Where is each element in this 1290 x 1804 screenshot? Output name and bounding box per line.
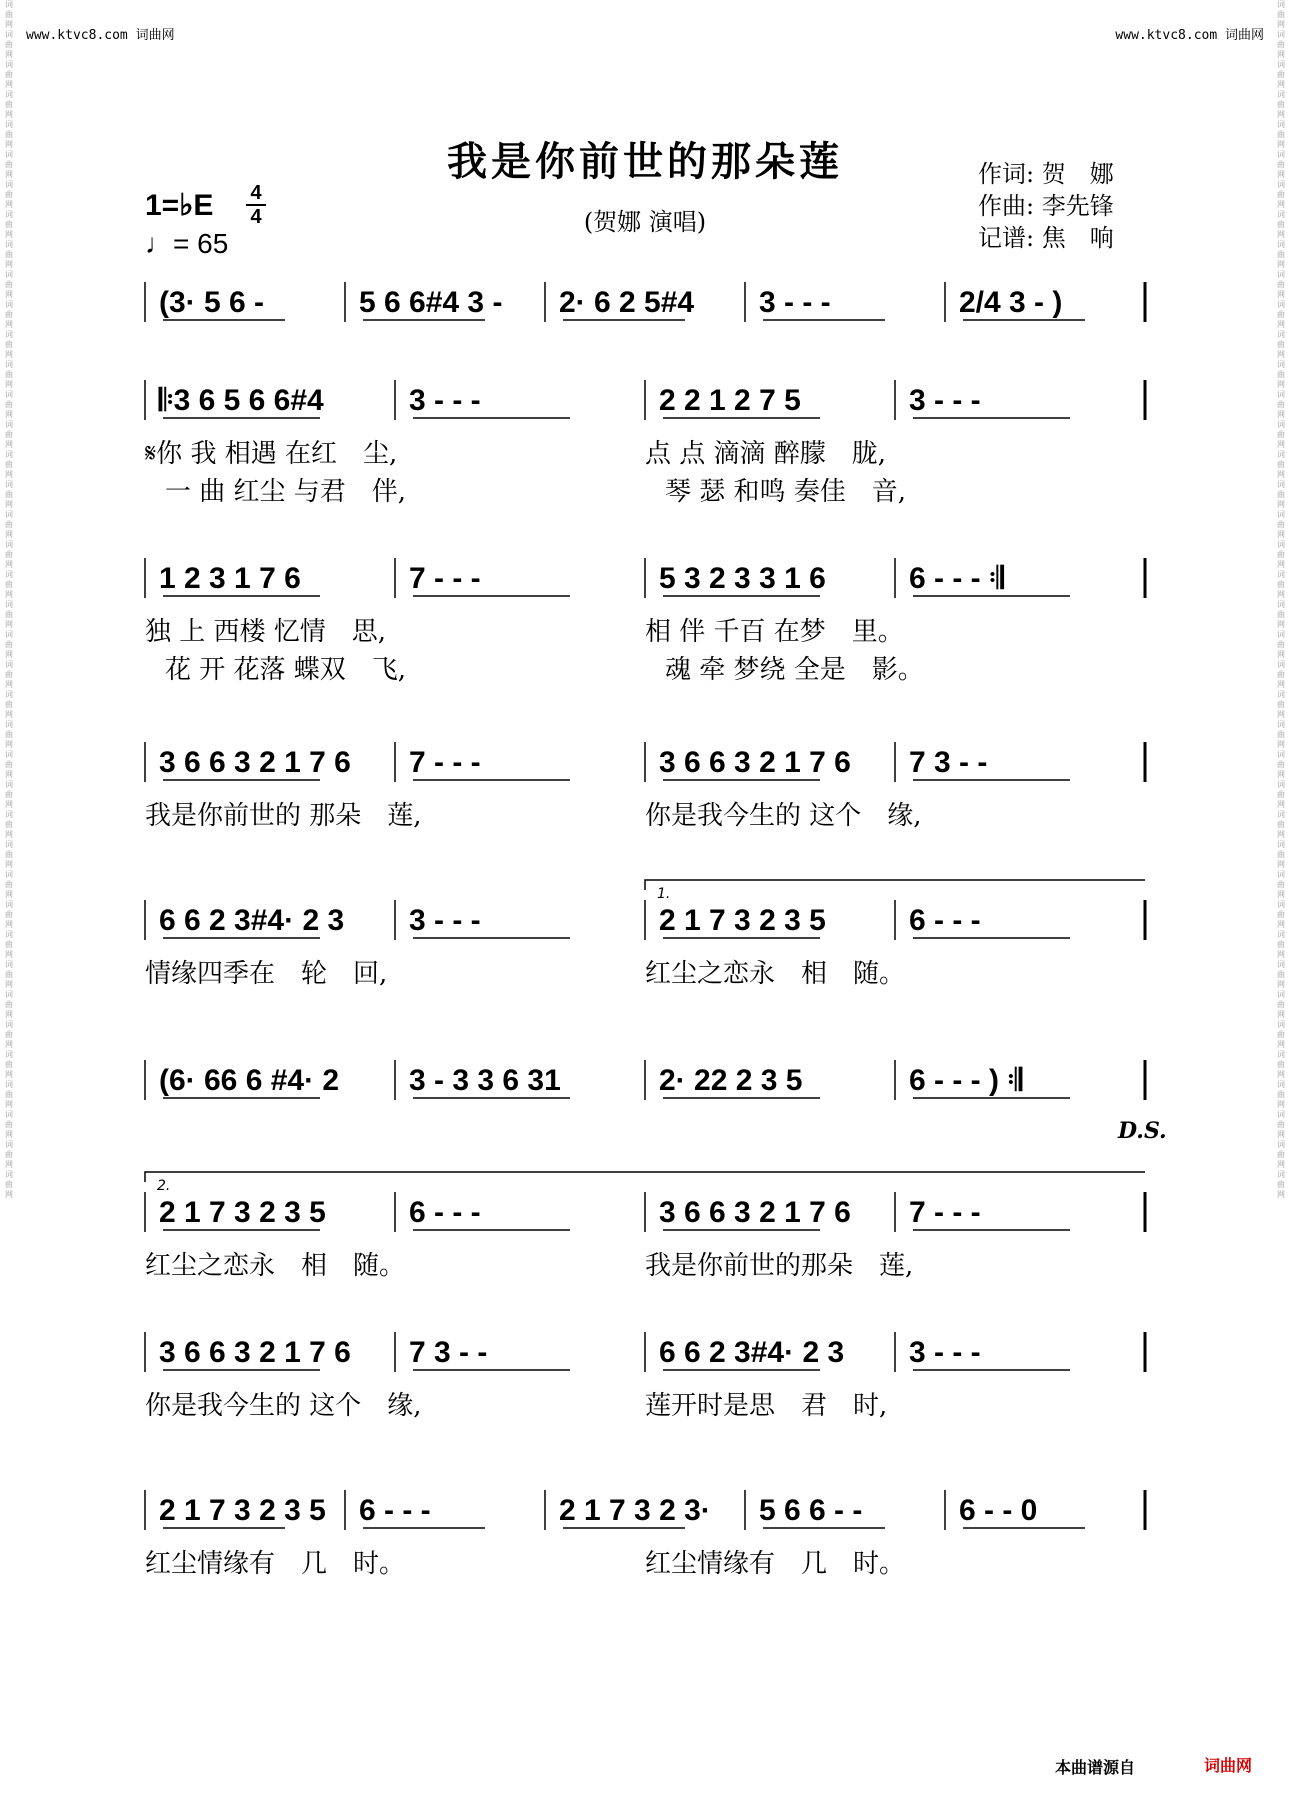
measure-notes: 7 - - -	[909, 1196, 981, 1229]
measure-notes: 𝄆3 6 5 6 6#4	[159, 384, 324, 417]
footer-site-link[interactable]: 词曲网	[1204, 1756, 1253, 1775]
measure-notes: 3 6 6 3 2 1 7 6	[159, 1336, 351, 1369]
lyric-line-verse1: 点 点 滴滴 醉朦 胧,	[645, 439, 887, 469]
lyric-line-verse1: 红尘之恋永 相 随。	[145, 1251, 406, 1281]
measure-notes: 3 - - -	[909, 1336, 981, 1369]
side-watermark-left: 词曲网词曲网词曲网词曲网词曲网词曲网词曲网词曲网词曲网词曲网词曲网词曲网词曲网词曲网词曲网词曲网词曲网词曲网词曲网词曲网词曲网词曲网词曲网词曲网词曲网词曲网词曲网词曲网词曲网词曲网词曲网词曲网词曲网词曲网词曲网词曲网词曲网词曲网词曲网词曲网	[5, 0, 13, 1199]
tempo-marking: ♩= 65	[145, 228, 229, 259]
time-signature-bottom: 4	[250, 206, 262, 228]
measure-notes: 7 3 - -	[909, 746, 988, 779]
measure-notes: 7 - - -	[409, 746, 481, 779]
volta-number: 1.	[657, 886, 671, 902]
lyric-line-verse1: 红尘情缘有 几 时。	[145, 1549, 406, 1579]
measure-notes: 2 1 7 3 2 3 5	[159, 1494, 326, 1527]
measure-notes: 3 - 3 3 6 31	[409, 1064, 561, 1097]
volta-number: 2.	[157, 1178, 171, 1194]
measure-notes: 5 6 6#4 3 -	[359, 286, 503, 319]
measure-notes: 6 - - -	[359, 1494, 431, 1527]
key-signature: 1=♭E	[145, 189, 214, 222]
lyricist-credit: 作词: 贺 娜	[978, 160, 1114, 188]
measure-notes: 2 2 1 2 7 5	[659, 384, 801, 417]
measure-notes: 6 - - - ) 𝄇	[909, 1064, 1022, 1097]
measure-notes: 6 6 2 3#4· 2 3	[659, 1336, 845, 1369]
footer-source: 本曲谱源自	[1055, 1758, 1136, 1777]
song-title: 我是你前世的那朵莲	[447, 138, 843, 185]
measure-notes: 7 3 - -	[409, 1336, 488, 1369]
lyric-line-verse1: 红尘情缘有 几 时。	[645, 1549, 906, 1579]
measure-notes: 1 2 3 1 7 6	[159, 562, 301, 595]
measure-notes: 3 6 6 3 2 1 7 6	[659, 746, 851, 779]
time-signature-top: 4	[250, 182, 262, 204]
measure-notes: 3 - - -	[409, 904, 481, 937]
lyric-line-verse1: 我是你前世的那朵 莲,	[645, 1251, 914, 1281]
measure-notes: 6 - - - 𝄇	[909, 562, 1004, 595]
measure-notes: 6 - - -	[909, 904, 981, 937]
measure-notes: (6· 66 6 #4· 2	[159, 1064, 340, 1097]
measure-notes: 6 - - -	[409, 1196, 481, 1229]
measure-notes: 6 6 2 3#4· 2 3	[159, 904, 345, 937]
score-layer	[145, 282, 1145, 1579]
measure-notes: (3· 5 6 -	[159, 286, 265, 319]
measure-notes: 3 6 6 3 2 1 7 6	[159, 746, 351, 779]
measure-notes: 2· 6 2 5#4	[559, 286, 695, 319]
lyric-line-verse2: 琴 瑟 和鸣 奏佳 音,	[665, 477, 907, 507]
measure-notes: 3 - - -	[909, 384, 981, 417]
measure-notes: 2 1 7 3 2 3 5	[659, 904, 826, 937]
dal-segno-mark: D.S.	[1118, 1118, 1167, 1144]
lyric-line-verse1: 我是你前世的 那朵 莲,	[145, 801, 422, 831]
lyric-line-verse1: 独 上 西楼 忆情 思,	[145, 617, 387, 647]
lyric-line-verse1: 情缘四季在 轮 回,	[145, 959, 388, 989]
lyric-line-verse1: 你是我今生的 这个 缘,	[645, 801, 922, 831]
measure-notes: 2· 22 2 3 5	[659, 1064, 803, 1097]
lyric-line-verse1: 相 伴 千百 在梦 里。	[645, 617, 904, 647]
measure-notes: 5 6 6 - -	[759, 1494, 863, 1527]
volta-bracket	[145, 1172, 1145, 1182]
measure-notes: 2/4 3 - )	[959, 286, 1063, 319]
site-url-left: www.ktvc8.com 词曲网	[26, 28, 175, 43]
lyric-line-verse2: 魂 牵 梦绕 全是 影。	[665, 655, 924, 685]
measure-notes: 7 - - -	[409, 562, 481, 595]
measure-notes: 5 3 2 3 3 1 6	[659, 562, 826, 595]
lyric-line-verse1: 莲开时是思 君 时,	[645, 1391, 888, 1421]
measure-notes: 3 6 6 3 2 1 7 6	[659, 1196, 851, 1229]
side-watermark-right: 词曲网词曲网词曲网词曲网词曲网词曲网词曲网词曲网词曲网词曲网词曲网词曲网词曲网词曲网词曲网词曲网词曲网词曲网词曲网词曲网词曲网词曲网词曲网词曲网词曲网词曲网词曲网词曲网词曲网词曲网词曲网词曲网词曲网词曲网词曲网词曲网词曲网词曲网词曲网词曲网	[1277, 0, 1285, 1199]
transcriber-credit: 记谱: 焦 响	[978, 224, 1114, 252]
lyric-line-verse1: 红尘之恋永 相 随。	[645, 959, 906, 989]
lyric-line-verse1: 𝄋你 我 相遇 在红 尘,	[145, 439, 398, 469]
lyric-line-verse1: 你是我今生的 这个 缘,	[145, 1391, 422, 1421]
singer-credit: (贺娜 演唱)	[583, 208, 707, 236]
volta-bracket	[645, 880, 1145, 890]
measure-notes: 3 - - -	[759, 286, 831, 319]
measure-notes: 2 1 7 3 2 3·	[559, 1494, 711, 1527]
measure-notes: 2 1 7 3 2 3 5	[159, 1196, 326, 1229]
composer-credit: 作曲: 李先锋	[978, 192, 1114, 220]
lyric-line-verse2: 一 曲 红尘 与君 伴,	[165, 477, 407, 507]
site-url-right: www.ktvc8.com 词曲网	[1115, 28, 1264, 43]
measure-notes: 6 - - 0	[959, 1494, 1038, 1527]
lyric-line-verse2: 花 开 花落 蝶双 飞,	[165, 655, 407, 685]
measure-notes: 3 - - -	[409, 384, 481, 417]
